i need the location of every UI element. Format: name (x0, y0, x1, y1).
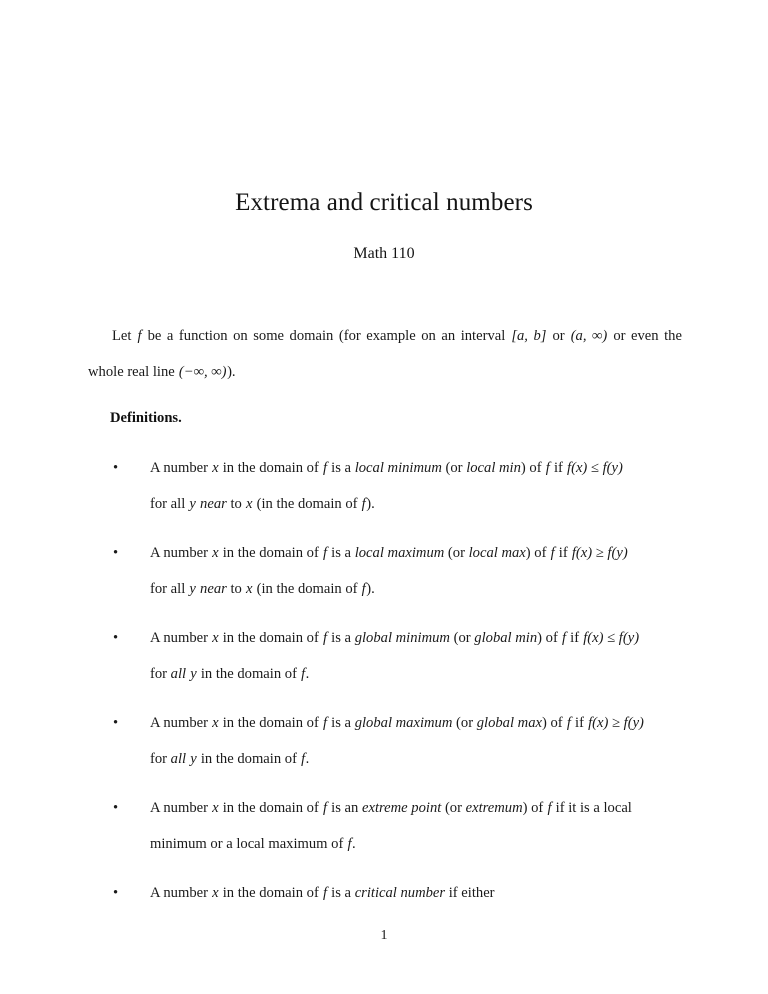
def-text: is a (327, 630, 355, 646)
def-text: A number (150, 630, 212, 646)
def-text: (or (441, 460, 467, 476)
variable-y: y (190, 751, 197, 767)
definition-line-1 (150, 620, 682, 656)
def-text: if (566, 630, 583, 646)
definition-line-2 (150, 656, 682, 692)
list-item (110, 450, 682, 522)
def-text: . (352, 836, 356, 852)
function-symbol: f (566, 715, 571, 731)
emphasis-word: near (200, 496, 227, 512)
function-symbol: f (545, 460, 550, 476)
interval-real-line: (−∞, ∞) (178, 364, 227, 380)
def-text: in the domain of (219, 630, 323, 646)
def-text: . (305, 666, 310, 682)
interval-closed: [a, b] (511, 328, 547, 344)
def-text: ) of (537, 630, 562, 646)
definition-term-short: extremum (465, 800, 523, 816)
definition-term: global maximum (354, 715, 453, 731)
definitions-list (88, 450, 682, 911)
bullet-icon: • (113, 630, 119, 646)
definition-term: critical number (354, 885, 446, 901)
variable-x: x (212, 885, 219, 901)
variable-x: x (245, 581, 253, 597)
def-text: (or (444, 545, 469, 561)
function-symbol: f (550, 545, 555, 561)
bullet-icon: • (113, 885, 119, 901)
variable-y: y (190, 666, 197, 682)
def-text: in the domain of (197, 751, 301, 767)
function-symbol: f (347, 836, 352, 852)
function-symbol: f (322, 630, 328, 646)
def-text: ) of (542, 715, 567, 731)
def-text: . (305, 751, 310, 767)
definition-line-2 (150, 826, 682, 862)
definition-term-short: global max (476, 715, 542, 731)
function-symbol: f (547, 800, 552, 816)
intro-text-c: or (546, 328, 571, 344)
definition-line-1 (150, 450, 682, 486)
def-text: in the domain of (219, 800, 323, 816)
def-text: if (550, 460, 567, 476)
function-symbol: f (561, 630, 567, 646)
math-condition: f(x) ≥ f(y) (588, 715, 644, 731)
definition-line-1 (150, 535, 682, 571)
def-text: for (150, 751, 171, 767)
definitions-heading: Definitions. (110, 410, 182, 426)
def-text: is a (327, 715, 355, 731)
def-text: A number (150, 885, 212, 901)
list-item (110, 790, 682, 862)
intro-function-symbol: f (137, 328, 142, 344)
emphasis-word: all (170, 666, 187, 682)
def-text: A number (150, 715, 212, 731)
function-symbol: f (322, 545, 328, 561)
def-text: in the domain of (219, 460, 323, 476)
definition-term-short: local max (468, 545, 526, 561)
def-text: if (571, 715, 588, 731)
def-text: ) of (522, 800, 547, 816)
function-symbol: f (301, 751, 306, 767)
def-text: if either (445, 885, 495, 901)
def-text: for (150, 666, 171, 682)
variable-x: x (212, 545, 219, 561)
page-title: Extrema and critical numbers (235, 188, 533, 216)
function-symbol: f (322, 715, 328, 731)
def-text: A number (150, 800, 212, 816)
def-text: is a (327, 460, 355, 476)
def-text: is an (327, 800, 362, 816)
variable-x: x (212, 630, 219, 646)
definition-term-short: local min (466, 460, 521, 476)
intro-text-b: be a function on some domain (for example on an interval (142, 328, 511, 344)
variable-x: x (212, 800, 219, 816)
def-text: for all (150, 581, 189, 597)
emphasis-word: near (200, 581, 227, 597)
variable-y: y (189, 496, 196, 512)
variable-x: x (212, 460, 219, 476)
list-item (110, 875, 682, 911)
math-condition: f(x) ≤ f(y) (583, 630, 640, 646)
definition-line-2 (150, 571, 682, 607)
bullet-icon: • (113, 800, 119, 816)
function-symbol: f (361, 496, 366, 512)
def-text: A number (150, 460, 212, 476)
def-text: ) of (520, 460, 546, 476)
interval-open: (a, ∞) (570, 328, 608, 344)
def-text: ) of (525, 545, 551, 561)
bullet-icon: • (113, 715, 119, 731)
emphasis-word: all (170, 751, 187, 767)
list-item (110, 535, 682, 607)
def-text: in the domain of (219, 545, 323, 561)
def-text: for all (150, 496, 189, 512)
variable-y: y (189, 581, 196, 597)
def-text: (in the domain of (252, 581, 362, 597)
math-condition: f(x) ≤ f(y) (567, 460, 623, 476)
definition-term: local maximum (354, 545, 445, 561)
definition-line-1 (150, 875, 682, 911)
intro-text-a: Let (112, 328, 137, 344)
def-text: minimum or a local maximum of (150, 836, 347, 852)
def-text: A number (150, 545, 212, 561)
definition-line-2 (150, 741, 682, 777)
def-text: (or (441, 800, 466, 816)
def-text: to (226, 581, 246, 597)
function-symbol: f (301, 666, 306, 682)
intro-text-f: ). (227, 364, 236, 380)
def-text: in the domain of (197, 666, 301, 682)
def-text: (or (449, 630, 475, 646)
document-body (88, 318, 682, 924)
page-number: 1 (380, 928, 388, 943)
definition-line-2 (150, 486, 682, 522)
function-symbol: f (322, 460, 328, 476)
definition-term: extreme point (362, 800, 442, 816)
def-text: is a (327, 545, 355, 561)
bullet-icon: • (113, 460, 119, 476)
list-item (110, 620, 682, 692)
page-subtitle: Math 110 (353, 245, 415, 262)
def-text: if it is a local (552, 800, 632, 816)
definition-term: global minimum (354, 630, 450, 646)
def-text: (in the domain of (252, 496, 362, 512)
bullet-icon: • (113, 545, 119, 561)
def-text: ). (366, 496, 375, 512)
intro-text-d: or even (607, 328, 659, 344)
definition-line-1 (150, 705, 682, 741)
def-text: is a (327, 885, 355, 901)
intro-paragraph (88, 318, 682, 390)
def-text: (or (452, 715, 477, 731)
function-symbol: f (361, 581, 366, 597)
intro-text-e: the whole real line (88, 328, 682, 380)
math-condition: f(x) ≥ f(y) (571, 545, 628, 561)
variable-x: x (212, 715, 219, 731)
def-text: in the domain of (219, 715, 323, 731)
def-text: in the domain of (219, 885, 323, 901)
list-item (110, 705, 682, 777)
function-symbol: f (322, 885, 328, 901)
def-text: if (555, 545, 572, 561)
definition-line-1 (150, 790, 682, 826)
def-text: ). (366, 581, 375, 597)
function-symbol: f (322, 800, 328, 816)
variable-x: x (245, 496, 253, 512)
definition-term-short: global min (474, 630, 538, 646)
definition-term: local minimum (354, 460, 442, 476)
def-text: to (226, 496, 246, 512)
